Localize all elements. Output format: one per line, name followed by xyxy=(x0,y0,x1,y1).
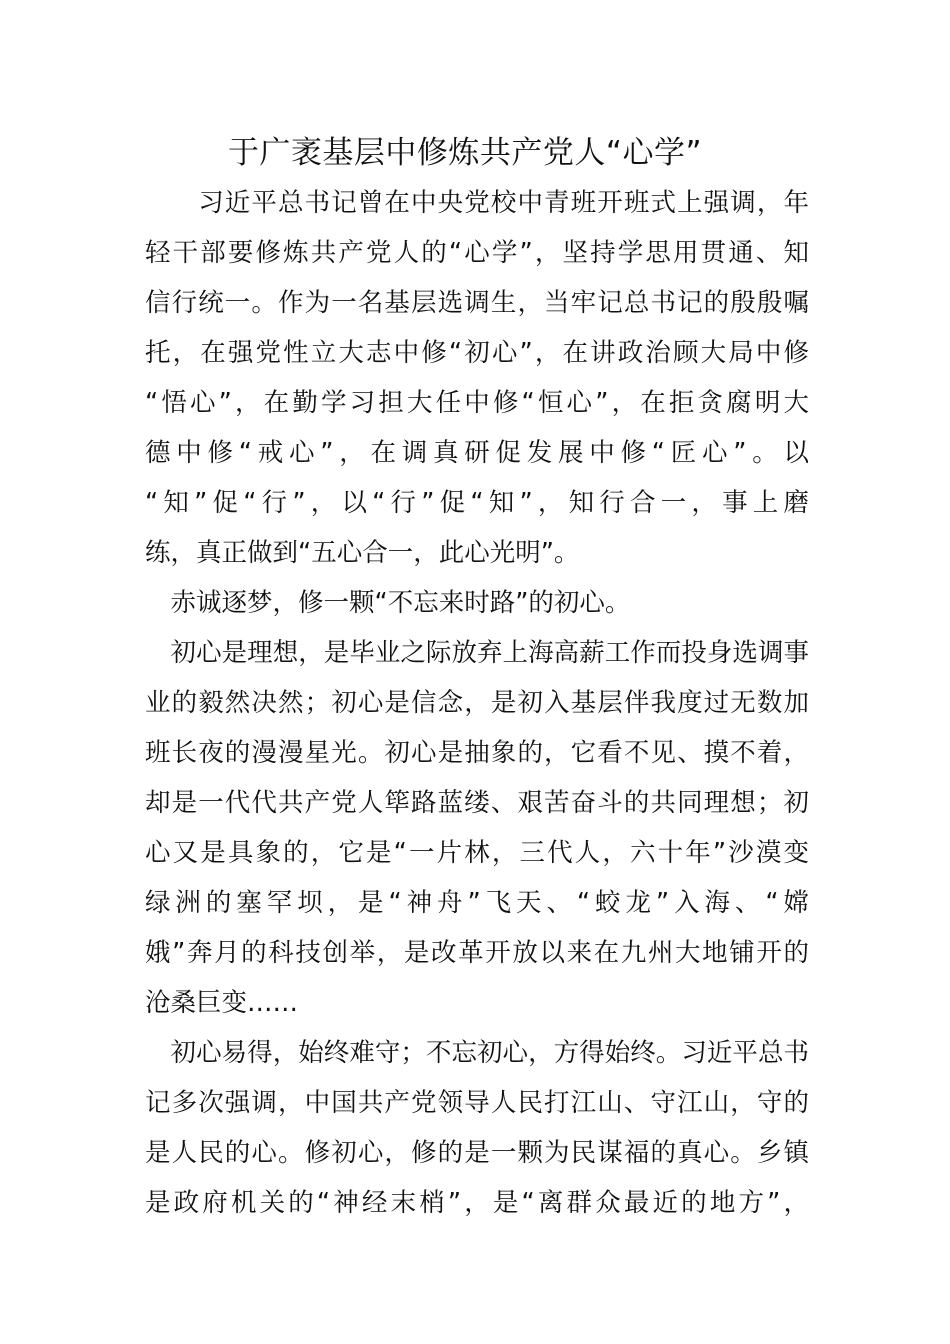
paragraph-line: 业的毅然决然；初心是信念，是初入基层伴我度过无数加 xyxy=(145,688,809,718)
paragraph-line: 记多次强调，中国共产党领导人民打江山、守江山，守的 xyxy=(145,1088,809,1118)
paragraph-line: 德中修“戒心”，在调真研促发展中修“匠心”。以 xyxy=(145,438,809,468)
paragraph-line: 心又是具象的，它是“一片林，三代人，六十年”沙漠变 xyxy=(145,838,809,868)
paragraph-line: “悟心”，在勤学习担大任中修“恒心”，在拒贪腐明大 xyxy=(145,388,809,418)
paragraph-line: 信行统一。作为一名基层选调生，当牢记总书记的殷殷嘱 xyxy=(145,288,809,318)
document-title: 于广袤基层中修炼共产党人“心学” xyxy=(227,135,703,171)
paragraph-line: 初心是理想，是毕业之际放弃上海高薪工作而投身选调事 xyxy=(145,638,809,668)
paragraph-line: 初心易得，始终难守；不忘初心，方得始终。习近平总书 xyxy=(145,1038,809,1068)
paragraph-line: 是人民的心。修初心，修的是一颗为民谋福的真心。乡镇 xyxy=(145,1138,809,1168)
paragraph-line: 却是一代代共产党人筚路蓝缕、艰苦奋斗的共同理想；初 xyxy=(145,788,809,818)
paragraph-line: 是政府机关的“神经末梢”，是“离群众最近的地方”， xyxy=(145,1188,809,1218)
paragraph-line: 绿洲的塞罕坝，是“神舟”飞天、“蛟龙”入海、“嫦 xyxy=(145,888,809,918)
paragraph-heading: 赤诚逐梦，修一颗“不忘来时路”的初心。 xyxy=(145,588,631,618)
paragraph-line: 沧桑巨变…… xyxy=(145,988,299,1018)
paragraph-line: 班长夜的漫漫星光。初心是抽象的，它看不见、摸不着， xyxy=(145,738,809,768)
paragraph-line: “知”促“行”，以“行”促“知”，知行合一，事上磨 xyxy=(145,488,809,518)
paragraph-line: 托，在强党性立大志中修“初心”，在讲政治顾大局中修 xyxy=(145,338,809,368)
paragraph-line: 习近平总书记曾在中央党校中青班开班式上强调，年 xyxy=(145,188,809,218)
document-body xyxy=(145,178,809,1228)
paragraph-line: 轻干部要修炼共产党人的“心学”，坚持学思用贯通、知 xyxy=(145,238,809,268)
paragraph-line: 娥”奔月的科技创举，是改革开放以来在九州大地铺开的 xyxy=(145,938,809,968)
paragraph-line: 练，真正做到“五心合一，此心光明”。 xyxy=(145,538,580,568)
